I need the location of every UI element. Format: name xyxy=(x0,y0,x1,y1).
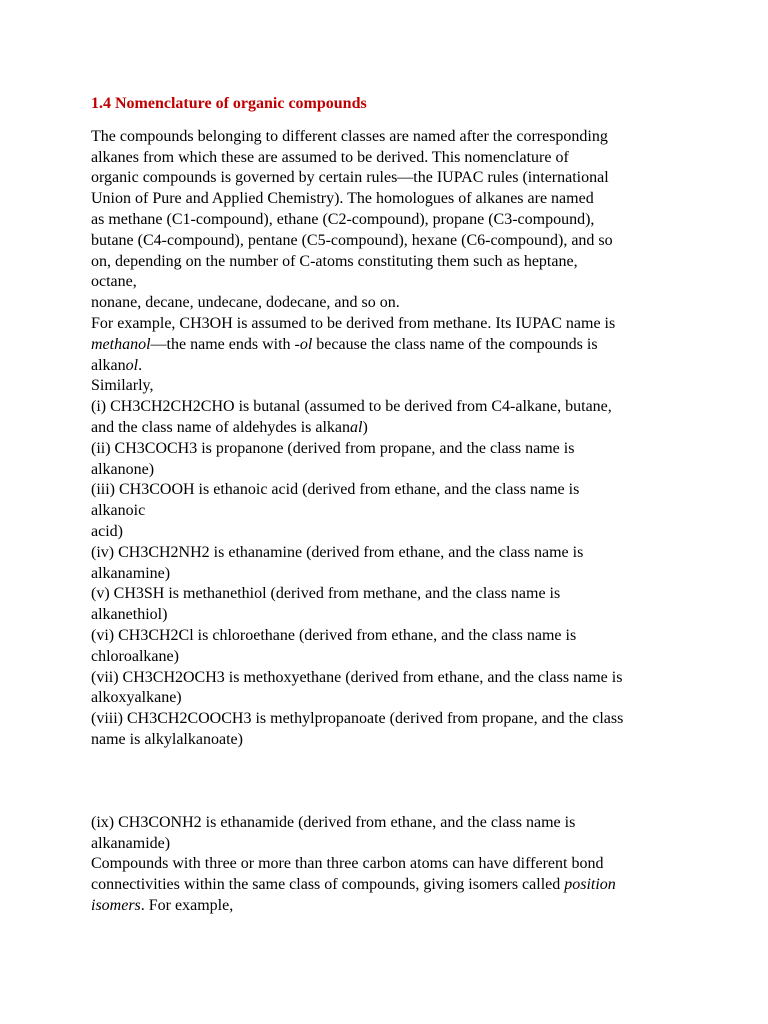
italic-term: -ol xyxy=(294,335,313,353)
text-line xyxy=(91,896,691,917)
list-item: alkanoic xyxy=(91,502,146,520)
intro-paragraph xyxy=(91,127,691,314)
list-item: alkanamine) xyxy=(91,564,171,582)
text-line: Similarly, xyxy=(91,377,154,395)
text-line: as methane (C1-compound), ethane (C2-compound), propane (C3-compound), xyxy=(91,210,595,228)
list-item: (vi) CH3CH2Cl is chloroethane (derived from ethane, and the class name is xyxy=(91,626,577,644)
list-item: name is alkylalkanoate) xyxy=(91,730,243,748)
list-item: acid) xyxy=(91,522,123,540)
document-body xyxy=(91,94,691,917)
list-item: (vii) CH3CH2OCH3 is methoxyethane (derived from ethane, and the class name is xyxy=(91,668,623,686)
italic-term: methanol xyxy=(91,335,151,353)
text-run: alkan xyxy=(91,356,126,374)
text-line: Compounds with three or more than three carbon atoms can have different bond xyxy=(91,855,604,873)
text-run: and the class name of aldehydes is alkan xyxy=(91,418,351,436)
text-line: Union of Pure and Applied Chemistry). The homologues of alkanes are named xyxy=(91,190,594,208)
text-run: . xyxy=(138,356,143,374)
example-paragraph xyxy=(91,314,691,397)
list-item: alkoxyalkane) xyxy=(91,689,182,707)
list-item: (i) CH3CH2CH2CHO is butanal (assumed to be derived from C4-alkane, butane, xyxy=(91,398,612,416)
text-line: The compounds belonging to different classes are named after the corresponding xyxy=(91,127,608,145)
continuation-paragraph xyxy=(91,813,691,917)
list-item: alkanamide) xyxy=(91,834,171,852)
list-item xyxy=(91,418,691,439)
text-run: because the class name of the compounds is xyxy=(312,335,598,353)
list-item: (ii) CH3COCH3 is propanone (derived from propane, and the class name is xyxy=(91,439,575,457)
text-line xyxy=(91,335,691,356)
list-item: (ix) CH3CONH2 is ethanamide (derived from ethane, and the class name is xyxy=(91,813,576,831)
text-run: ) xyxy=(362,418,368,436)
text-line: alkanes from which these are assumed to be derived. This nomenclature of xyxy=(91,148,569,166)
italic-term: isomers xyxy=(91,896,141,914)
list-item: (v) CH3SH is methanethiol (derived from methane, and the class name is xyxy=(91,585,561,603)
list-item: (iv) CH3CH2NH2 is ethanamine (derived from ethane, and the class name is xyxy=(91,543,584,561)
text-line: For example, CH3OH is assumed to be derived from methane. Its IUPAC name is xyxy=(91,314,616,332)
list-item: chloroalkane) xyxy=(91,647,179,665)
list-item: (iii) CH3COOH is ethanoic acid (derived from ethane, and the class name is xyxy=(91,481,580,499)
text-line: octane, xyxy=(91,273,137,291)
text-run: —the name ends with xyxy=(150,335,295,353)
text-run: . For example, xyxy=(140,896,234,914)
examples-list xyxy=(91,397,691,751)
text-line: butane (C4-compound), pentane (C5-compound), hexane (C6-compound), and so xyxy=(91,231,613,249)
text-line xyxy=(91,875,691,896)
text-line: nonane, decane, undecane, dodecane, and so on. xyxy=(91,294,400,312)
text-run: connectivities within the same class of compounds, giving isomers called xyxy=(91,876,565,894)
list-item: alkanone) xyxy=(91,460,155,478)
italic-term: ol xyxy=(125,356,139,374)
blank-space xyxy=(91,751,691,813)
list-item: alkanethiol) xyxy=(91,606,168,624)
list-item: (viii) CH3CH2COOCH3 is methylpropanoate (derived from propane, and the class xyxy=(91,710,624,728)
text-line: organic compounds is governed by certain rules—the IUPAC rules (international xyxy=(91,169,609,187)
italic-term: al xyxy=(350,418,363,436)
section-heading: 1.4 Nomenclature of organic compounds xyxy=(91,95,367,112)
text-line: on, depending on the number of C-atoms constituting them such as heptane, xyxy=(91,252,578,270)
italic-term: position xyxy=(564,876,616,894)
text-line xyxy=(91,356,691,377)
